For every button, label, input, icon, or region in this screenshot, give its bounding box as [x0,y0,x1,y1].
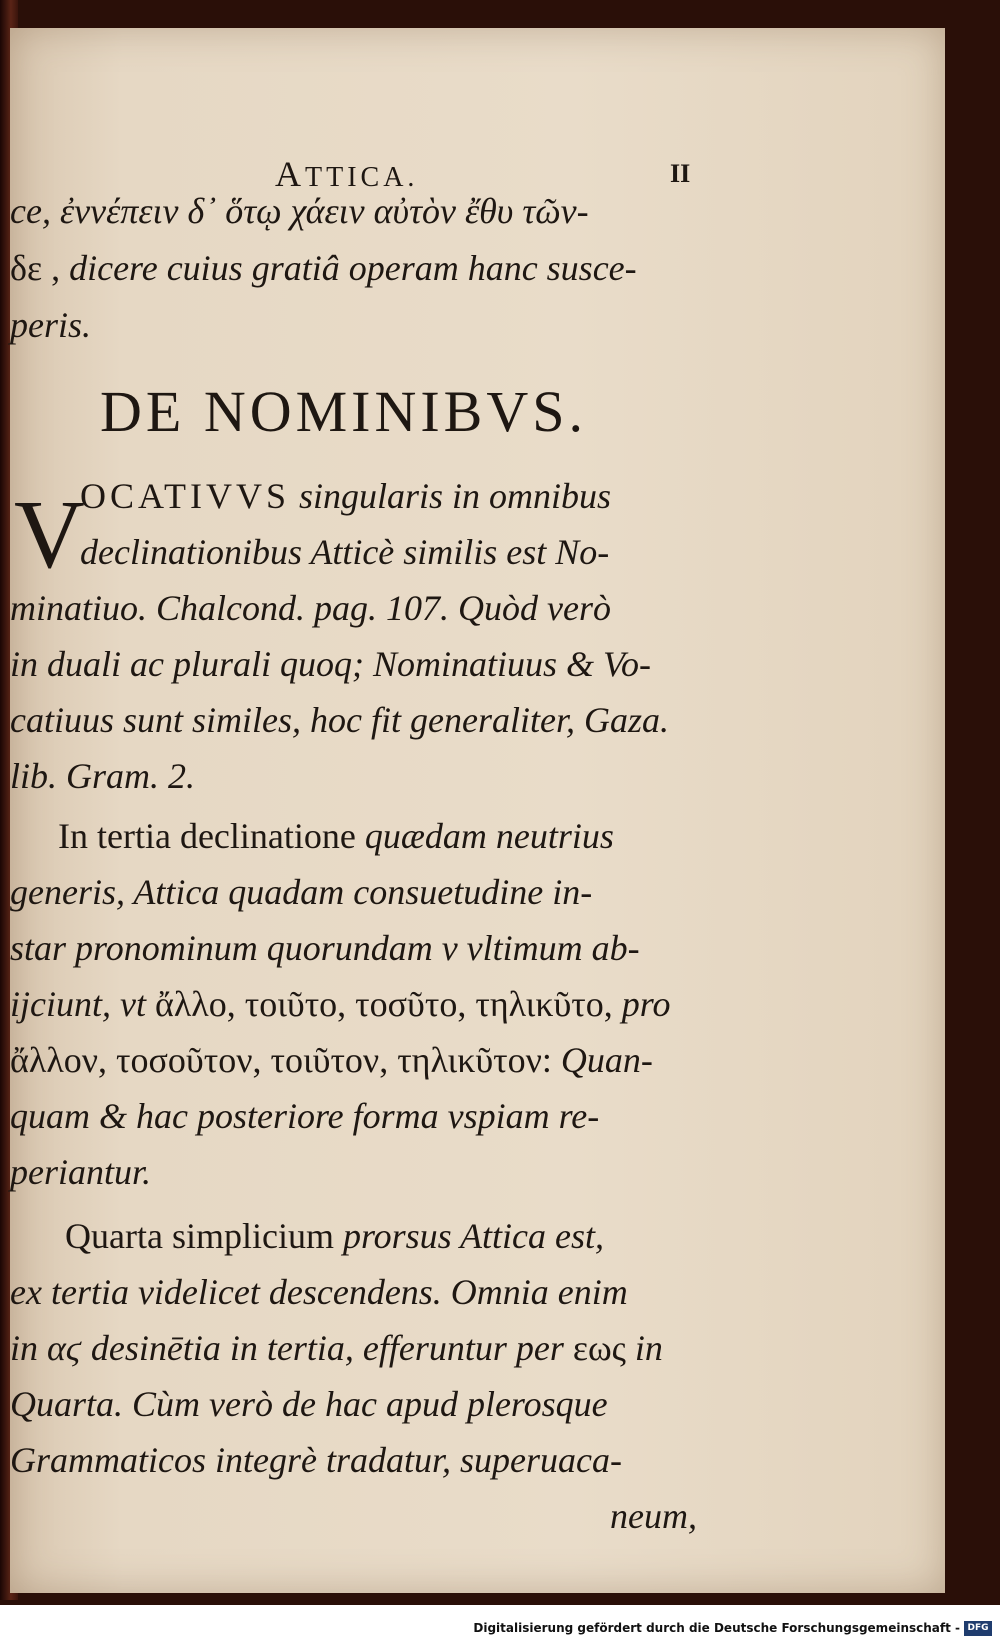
funding-credit: Digitalisierung gefördert durch die Deutsche Forschungsgemeinschaft - [473,1621,960,1635]
text-line: ce, ἐννέπειν δ᾽ ὅτῳ χάειν αὐτὸν ἔθυ τῶν- [10,191,589,231]
dfg-logo: DFG [964,1621,992,1636]
text-line: OCATIVVS singularis in omnibus [80,476,612,516]
text-line: In tertia declinatione quædam neutrius [58,816,614,856]
running-title-initial: A [275,154,305,194]
running-title-rest: TTICA. [305,162,419,193]
text-line: ex tertia videlicet descendens. Omnia enim [10,1272,628,1312]
drop-capital: V [14,481,85,589]
text-line: ἄλλον, τοσοῦτον, τοιῦτον, τηλικῦτον: Quan- [10,1040,653,1080]
text-line: star pronominum quorundam ν vltimum ab- [10,928,640,968]
page-number: II [670,159,691,188]
text-line: Grammaticos integrè tradatur, superuaca- [10,1440,622,1480]
text-line: lib. Gram. 2. [10,756,196,796]
text-line: catiuus sunt similes, hoc fit generaliter, Gaza. [10,700,669,740]
text-line: declinationibus Atticè similis est No- [80,532,610,572]
text-line: generis, Attica quadam consuetudine in- [10,872,593,912]
text-line: δε , dicere cuius gratiâ operam hanc susce- [10,248,637,288]
running-title [275,153,418,195]
text-line: Quarta. Cùm verò de hac apud plerosque [10,1384,608,1424]
text-line: quam & hac posteriore forma vspiam re- [10,1096,600,1136]
text-line: in αϛ desinētia in tertia, efferuntur per εως in [10,1328,663,1368]
book-page [10,28,945,1593]
text-line: minatiuo. Chalcond. pag. 107. Quòd verò [10,588,611,628]
catchword: neum, [610,1496,697,1536]
text-line: periantur. [10,1152,152,1192]
text-line: Quarta simplicium prorsus Attica est, [65,1216,604,1256]
text-line: in duali ac plurali quoq; Nominatiuus & Vo- [10,644,652,684]
footer-bar [0,1605,1000,1643]
text-line: ijciunt, vt ἄλλο, τοιῦτο, τοσῦτο, τηλικῦτο, pro [10,984,671,1024]
section-heading: DE NOMINIBVS. [100,379,587,444]
text-line: peris. [10,305,91,345]
